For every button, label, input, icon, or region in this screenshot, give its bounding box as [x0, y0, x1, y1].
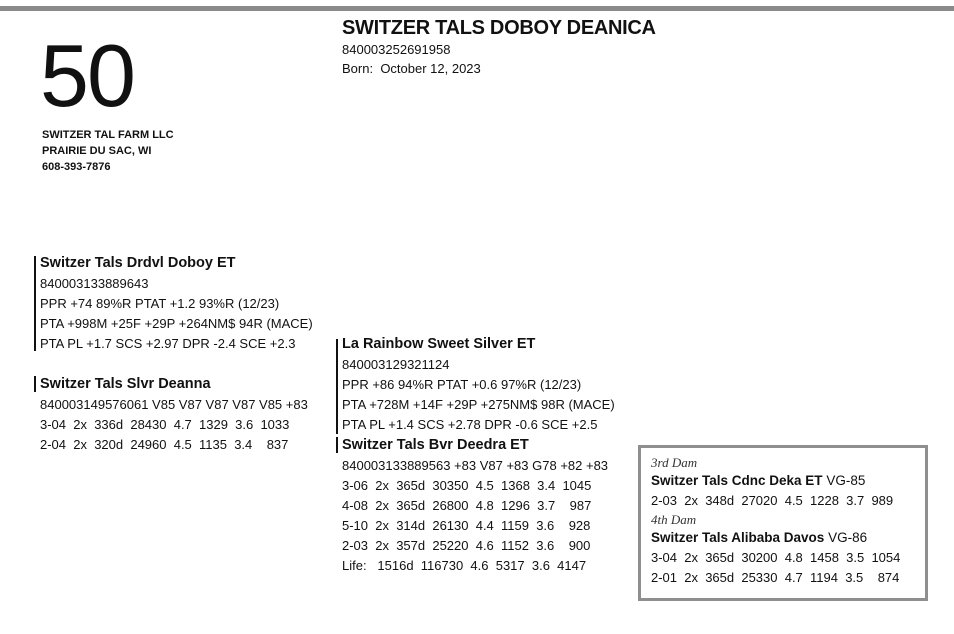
dam-bracket-line: [34, 376, 36, 392]
fourth-dam-name-line: [651, 528, 915, 548]
animal-name: SWITZER TALS DOBOY DEANICA: [342, 17, 656, 39]
fourth-dam-label: 4th Dam: [651, 512, 697, 527]
lot-number: 50: [40, 26, 134, 125]
consignor-info: [42, 127, 174, 175]
animal-id: 840003252691958: [342, 42, 451, 57]
fourth-dam-name: Switzer Tals Alibaba Davos: [651, 530, 825, 545]
top-divider-bar: [0, 6, 954, 11]
granddam-bracket-line: [336, 437, 338, 453]
consignor-location: PRAIRIE DU SAC, WI: [42, 145, 152, 157]
born-label: Born:: [342, 61, 374, 76]
granddam-record: 4-08 2x 365d 26800 4.8 1296 3.7 987: [342, 498, 592, 513]
dam-record: 2-04 2x 320d 24960 4.5 1135 3.4 837: [40, 437, 289, 452]
fourth-dam-score: VG-86: [828, 530, 868, 545]
maternal-grandsire-block: [342, 334, 615, 435]
fourth-dam-record: 3-04 2x 365d 30200 4.8 1458 3.5 1054: [651, 550, 901, 565]
sire-id: 840003133889643: [40, 276, 149, 291]
third-dam-score: VG-85: [826, 473, 866, 488]
granddam-name: Switzer Tals Bvr Deedra ET: [342, 437, 529, 453]
fourth-dam-record: 2-01 2x 365d 25330 4.7 1194 3.5 874: [651, 570, 900, 585]
granddam-record: 5-10 2x 314d 26130 4.4 1159 3.6 928: [342, 518, 591, 533]
granddam-lifetime-record: Life: 1516d 116730 4.6 5317 3.6 4147: [342, 558, 587, 573]
sire-line: PTA PL +1.7 SCS +2.97 DPR -2.4 SCE +2.3: [40, 336, 296, 351]
mgs-id: 840003129321124: [342, 357, 450, 372]
third-dam-name-line: [651, 471, 915, 491]
mgs-bracket-line: [336, 339, 338, 434]
sire-line: PTA +998M +25F +29P +264NM$ 94R (MACE): [40, 316, 313, 331]
sire-name: Switzer Tals Drdvl Doboy ET: [40, 255, 236, 271]
mgs-line: PTA PL +1.4 SCS +2.78 DPR -0.6 SCE +2.5: [342, 417, 598, 432]
granddam-id-line: 840003133889563 +83 V87 +83 G78 +82 +83: [342, 458, 609, 473]
dam-record: 3-04 2x 336d 28430 4.7 1329 3.6 1033: [40, 417, 290, 432]
granddam-record: 3-06 2x 365d 30350 4.5 1368 3.4 1045: [342, 478, 592, 493]
mgs-line: PTA +728M +14F +29P +275NM$ 98R (MACE): [342, 397, 615, 412]
dam-id-line: 840003149576061 V85 V87 V87 V87 V85 +83: [40, 397, 308, 412]
animal-header: [342, 16, 656, 78]
dam-name: Switzer Tals Slvr Deanna: [40, 376, 211, 392]
sire-line: PPR +74 89%R PTAT +1.2 93%R (12/23): [40, 296, 280, 311]
granddam-block: [342, 435, 608, 576]
born-date: October 12, 2023: [380, 61, 481, 76]
consignor-phone: 608-393-7876: [42, 161, 111, 173]
dam-block: [40, 374, 308, 455]
extended-dams-box: [638, 445, 928, 601]
mgs-name: La Rainbow Sweet Silver ET: [342, 336, 536, 352]
animal-born: [342, 59, 656, 78]
sire-block: [40, 253, 313, 354]
third-dam-label: 3rd Dam: [651, 455, 698, 470]
third-dam-name: Switzer Tals Cdnc Deka ET: [651, 473, 823, 488]
sire-bracket-line: [34, 256, 36, 351]
third-dam-record: 2-03 2x 348d 27020 4.5 1228 3.7 989: [651, 493, 894, 508]
granddam-record: 2-03 2x 357d 25220 4.6 1152 3.6 900: [342, 538, 591, 553]
mgs-line: PPR +86 94%R PTAT +0.6 97%R (12/23): [342, 377, 582, 392]
consignor-name: SWITZER TAL FARM LLC: [42, 129, 174, 141]
